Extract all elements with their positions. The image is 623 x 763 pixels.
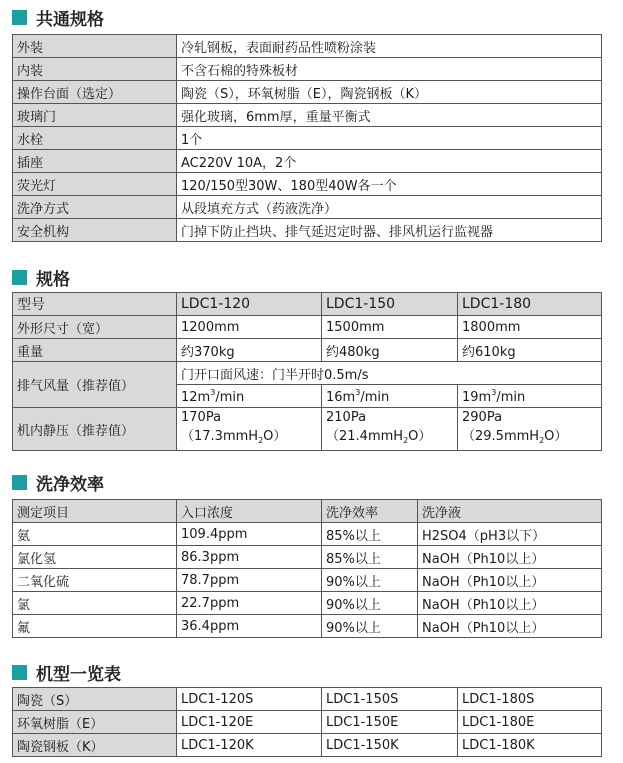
row-label: 二氧化硫 <box>13 569 177 592</box>
model-name: LDC1-180 <box>458 293 602 316</box>
common-spec-table <box>12 34 602 242</box>
exhaust-value: $12m^3/\min$ <box>177 385 322 408</box>
exhaust-label: 排气风量（推荐值） <box>13 362 177 408</box>
model-code: LDC1-150E <box>322 711 458 734</box>
row-label: 插座 <box>13 150 177 173</box>
row-label: 安全机构 <box>13 219 177 242</box>
row-value: 门掉下防止挡块、排气延迟定时器、排风机运行监视器 <box>177 219 602 242</box>
row-label: 内装 <box>13 58 177 81</box>
specs-weight-row <box>13 339 602 362</box>
row-label: 环氧树脂（E） <box>13 711 177 734</box>
weight-value: 约480kg <box>322 339 458 362</box>
row-label: 水栓 <box>13 127 177 150</box>
row-value: 90%以上 <box>322 615 418 638</box>
table-row <box>13 35 602 58</box>
model-code: LDC1-180K <box>458 734 602 757</box>
row-label: 洗净方式 <box>13 196 177 219</box>
model-code: LDC1-120S <box>177 688 322 711</box>
model-name: LDC1-150 <box>322 293 458 316</box>
table-row <box>13 58 602 81</box>
row-value: H2SO4（pH3以下） <box>418 523 602 546</box>
table-row <box>13 711 602 734</box>
row-value: AC220V 10A，2个 <box>177 150 602 173</box>
row-value: 120/150型30W、180型40W各一个 <box>177 173 602 196</box>
size-value: 1200mm <box>177 316 322 339</box>
row-label: 氯 <box>13 592 177 615</box>
row-value: 90%以上 <box>322 592 418 615</box>
table-row <box>13 173 602 196</box>
section-title-specs: 规格 <box>12 266 70 288</box>
row-label: 陶瓷钢板（K） <box>13 734 177 757</box>
row-value: 冷轧钢板，表面耐药品性喷粉涂装 <box>177 35 602 58</box>
table-row <box>13 81 602 104</box>
efficiency-header-row <box>13 500 602 523</box>
table-row <box>13 592 602 615</box>
row-value: 不含石棉的特殊板材 <box>177 58 602 81</box>
table-row <box>13 104 602 127</box>
table-row <box>13 219 602 242</box>
weight-value: 约610kg <box>458 339 602 362</box>
column-header: 洗净液 <box>418 500 602 523</box>
model-code: LDC1-120E <box>177 711 322 734</box>
section-title-efficiency: 洗净效率 <box>12 471 104 493</box>
table-row <box>13 734 602 757</box>
row-value: 85%以上 <box>322 546 418 569</box>
section-marker-icon <box>12 665 27 680</box>
size-value: 1500mm <box>322 316 458 339</box>
column-header: 测定项目 <box>13 500 177 523</box>
exhaust-value: $16m^3/\min$ <box>322 385 458 408</box>
row-value: NaOH（Ph10以上） <box>418 592 602 615</box>
efficiency-table <box>12 499 602 638</box>
section-title-common: 共通规格 <box>12 6 104 28</box>
row-value: 从段填充方式（药液洗净） <box>177 196 602 219</box>
model-code: LDC1-180E <box>458 711 602 734</box>
row-label: 操作台面（选定） <box>13 81 177 104</box>
row-value: 36.4ppm <box>177 615 322 638</box>
specs-table <box>12 292 602 451</box>
section-marker-icon <box>12 475 27 490</box>
model-code: LDC1-120K <box>177 734 322 757</box>
specs-header-row <box>13 293 602 316</box>
table-row <box>13 569 602 592</box>
row-label: 氟 <box>13 615 177 638</box>
specs-exhaust-row <box>13 362 602 385</box>
row-value: 90%以上 <box>322 569 418 592</box>
row-value: NaOH（Ph10以上） <box>418 569 602 592</box>
specs-pressure-row <box>13 408 602 451</box>
table-row <box>13 688 602 711</box>
model-code: LDC1-180S <box>458 688 602 711</box>
specs-size-row <box>13 316 602 339</box>
table-row <box>13 546 602 569</box>
pressure-value: 290Pa （29.5mmH$_2$O） <box>458 408 602 451</box>
size-label: 外形尺寸（宽） <box>13 316 177 339</box>
column-header: 入口浓度 <box>177 500 322 523</box>
row-label: 陶瓷（S） <box>13 688 177 711</box>
specs-header-label: 型号 <box>13 293 177 316</box>
row-value: NaOH（Ph10以上） <box>418 615 602 638</box>
row-label: 玻璃门 <box>13 104 177 127</box>
model-code: LDC1-150S <box>322 688 458 711</box>
pressure-value: 210Pa （21.4mmH$_2$O） <box>322 408 458 451</box>
row-label: 氯化氢 <box>13 546 177 569</box>
row-value: NaOH（Ph10以上） <box>418 546 602 569</box>
section-marker-icon <box>12 10 27 25</box>
table-row <box>13 523 602 546</box>
table-row <box>13 127 602 150</box>
model-name: LDC1-120 <box>177 293 322 316</box>
row-value: 1个 <box>177 127 602 150</box>
row-label: 氨 <box>13 523 177 546</box>
size-value: 1800mm <box>458 316 602 339</box>
row-value: 109.4ppm <box>177 523 322 546</box>
model-code: LDC1-150K <box>322 734 458 757</box>
row-value: 陶瓷（S），环氧树脂（E），陶瓷钢板（K） <box>177 81 602 104</box>
table-row <box>13 196 602 219</box>
row-value: 强化玻璃，6mm厚，重量平衡式 <box>177 104 602 127</box>
section-title-models: 机型一览表 <box>12 661 121 683</box>
column-header: 洗净效率 <box>322 500 418 523</box>
pressure-label: 机内静压（推荐值） <box>13 408 177 451</box>
table-row <box>13 615 602 638</box>
row-label: 荧光灯 <box>13 173 177 196</box>
exhaust-value: $19m^3/\min$ <box>458 385 602 408</box>
row-value: 86.3ppm <box>177 546 322 569</box>
weight-value: 约370kg <box>177 339 322 362</box>
pressure-value: 170Pa （17.3mmH$_2$O） <box>177 408 322 451</box>
weight-label: 重量 <box>13 339 177 362</box>
exhaust-note: 门开口面风速：门半开时0.5m/s <box>177 362 602 385</box>
row-value: 85%以上 <box>322 523 418 546</box>
models-table <box>12 687 602 757</box>
row-value: 22.7ppm <box>177 592 322 615</box>
row-label: 外装 <box>13 35 177 58</box>
section-marker-icon <box>12 270 27 285</box>
table-row <box>13 150 602 173</box>
row-value: 78.7ppm <box>177 569 322 592</box>
